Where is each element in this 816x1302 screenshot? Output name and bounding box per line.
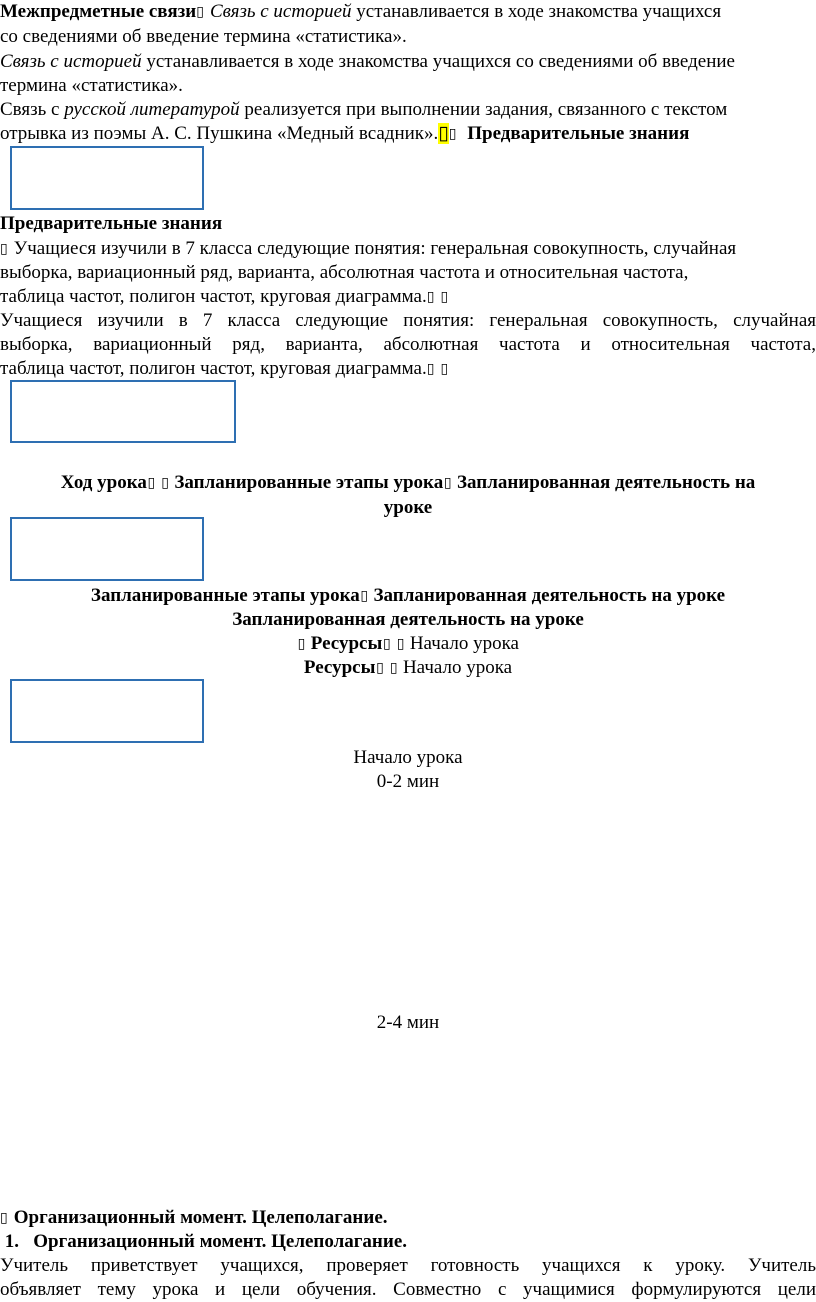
- missing-glyph-icon: ▯: [440, 289, 449, 305]
- missing-glyph-icon: ▯: [389, 660, 398, 676]
- text-span: Организационный момент. Целеполагание.: [13, 1207, 388, 1228]
- prior-knowledge-line-3: [0, 285, 449, 309]
- missing-glyph-icon: ▯: [161, 475, 169, 491]
- intersubject-line-2: со сведениями об введение термина «статистика».: [0, 26, 407, 47]
- text-span: Запланированная деятельность на: [456, 472, 756, 493]
- missing-glyph-icon: ▯: [196, 4, 204, 20]
- missing-glyph-icon: ▯: [297, 636, 306, 652]
- missing-glyph-icon: ▯: [440, 361, 449, 377]
- intersubject-line-6: [0, 122, 689, 146]
- prior-knowledge-label: Предварительные знания: [467, 123, 690, 144]
- prior-knowledge-line-4: Учащиеся изучили в 7 класса следующие понятия: генеральная совокупность, случайная: [0, 310, 816, 331]
- text-span: Запланированные этапы урока: [90, 585, 360, 606]
- intersubject-line-3: [0, 50, 735, 74]
- missing-glyph-icon: ▯: [360, 588, 369, 604]
- text-span: реализуется при выполнении задания, связанного с текстом: [239, 99, 728, 120]
- empty-frame-box: [10, 146, 204, 210]
- prior-knowledge-line-2: выборка, вариационный ряд, варианта, абсолютная частота и относительная частота,: [0, 262, 689, 283]
- history-link-italic: Связь с историей: [209, 1, 352, 22]
- time-2-4: 2-4 мин: [376, 1012, 440, 1033]
- intersubject-line-1: [0, 0, 721, 24]
- text-span: Связь с: [0, 99, 65, 120]
- resources-line-2: [0, 656, 816, 680]
- empty-frame-box: [10, 517, 204, 581]
- highlighted-glyph-icon: ▯: [438, 123, 449, 144]
- intersubject-line-5: [0, 98, 727, 122]
- empty-frame-box: [10, 679, 204, 743]
- prior-knowledge-line-5: выборка, вариационный ряд, варианта, абсолютная частота и относительная частота,: [0, 334, 816, 355]
- text-span: отрывка из поэмы А. С. Пушкина «Медный всадник».: [0, 123, 439, 144]
- text-span: устанавливается в ходе знакомства учащихся со сведениями об введение: [141, 51, 735, 72]
- org-moment-line-1: [0, 1206, 388, 1230]
- org-moment-line-2: [0, 1230, 407, 1254]
- missing-glyph-icon: ▯: [426, 361, 435, 377]
- text-span: устанавливается в ходе знакомства учащихся: [351, 1, 722, 22]
- stages-heading: [0, 584, 816, 608]
- org-moment-line-3: Учитель приветствует учащихся, проверяет готовность учащихся к уроку. Учитель: [0, 1255, 816, 1276]
- text-span: уроке: [383, 497, 433, 518]
- activity-heading: [0, 608, 816, 632]
- missing-glyph-icon: ▯: [448, 126, 457, 142]
- prior-knowledge-line-1: [0, 237, 736, 261]
- text-span: Запланированная деятельность на уроке: [373, 585, 726, 606]
- empty-frame-box: [10, 380, 236, 443]
- history-link-italic: Связь с историей: [0, 51, 142, 72]
- text-span: Организационный момент. Целеполагание.: [33, 1231, 407, 1252]
- lesson-start-label: Начало урока: [353, 747, 463, 768]
- missing-glyph-icon: ▯: [376, 660, 384, 676]
- text-span: Запланированные этапы урока: [174, 472, 444, 493]
- text-span: Ресурсы: [303, 657, 376, 678]
- intersubject-heading: Межпредметные связи: [0, 1, 197, 22]
- text-span: Ход урока: [60, 472, 147, 493]
- missing-glyph-icon: ▯: [426, 289, 435, 305]
- time-0-2: 0-2 мин: [376, 771, 440, 792]
- org-moment-line-4: объявляет тему урока и цели обучения. Совместно с учащимися формулируются цели: [0, 1279, 816, 1300]
- lesson-flow-heading: [0, 471, 816, 495]
- missing-glyph-icon: ▯: [0, 1210, 8, 1226]
- missing-glyph-icon: ▯: [382, 636, 391, 652]
- text-span: Начало урока: [402, 657, 513, 678]
- intersubject-line-4: термина «статистика».: [0, 75, 183, 96]
- prior-knowledge-heading: Предварительные знания: [0, 213, 223, 234]
- text-span: таблица частот, полигон частот, круговая диаграмма.: [0, 358, 427, 379]
- list-number: 1.: [4, 1231, 19, 1252]
- missing-glyph-icon: ▯: [0, 241, 8, 257]
- prior-knowledge-line-6: [0, 357, 449, 381]
- resources-line-1: [0, 632, 816, 656]
- text-span: Ресурсы: [310, 633, 383, 654]
- missing-glyph-icon: ▯: [443, 475, 452, 491]
- text-span: Учащиеся изучили в 7 класса следующие понятия: генеральная совокупность, случайная: [13, 238, 737, 259]
- missing-glyph-icon: ▯: [147, 475, 156, 491]
- missing-glyph-icon: ▯: [396, 636, 405, 652]
- text-span: таблица частот, полигон частот, круговая диаграмма.: [0, 286, 427, 307]
- literature-link-italic: русской литературой: [64, 99, 240, 120]
- text-span: Начало урока: [409, 633, 519, 654]
- text-span: Запланированная деятельность на уроке: [232, 609, 584, 630]
